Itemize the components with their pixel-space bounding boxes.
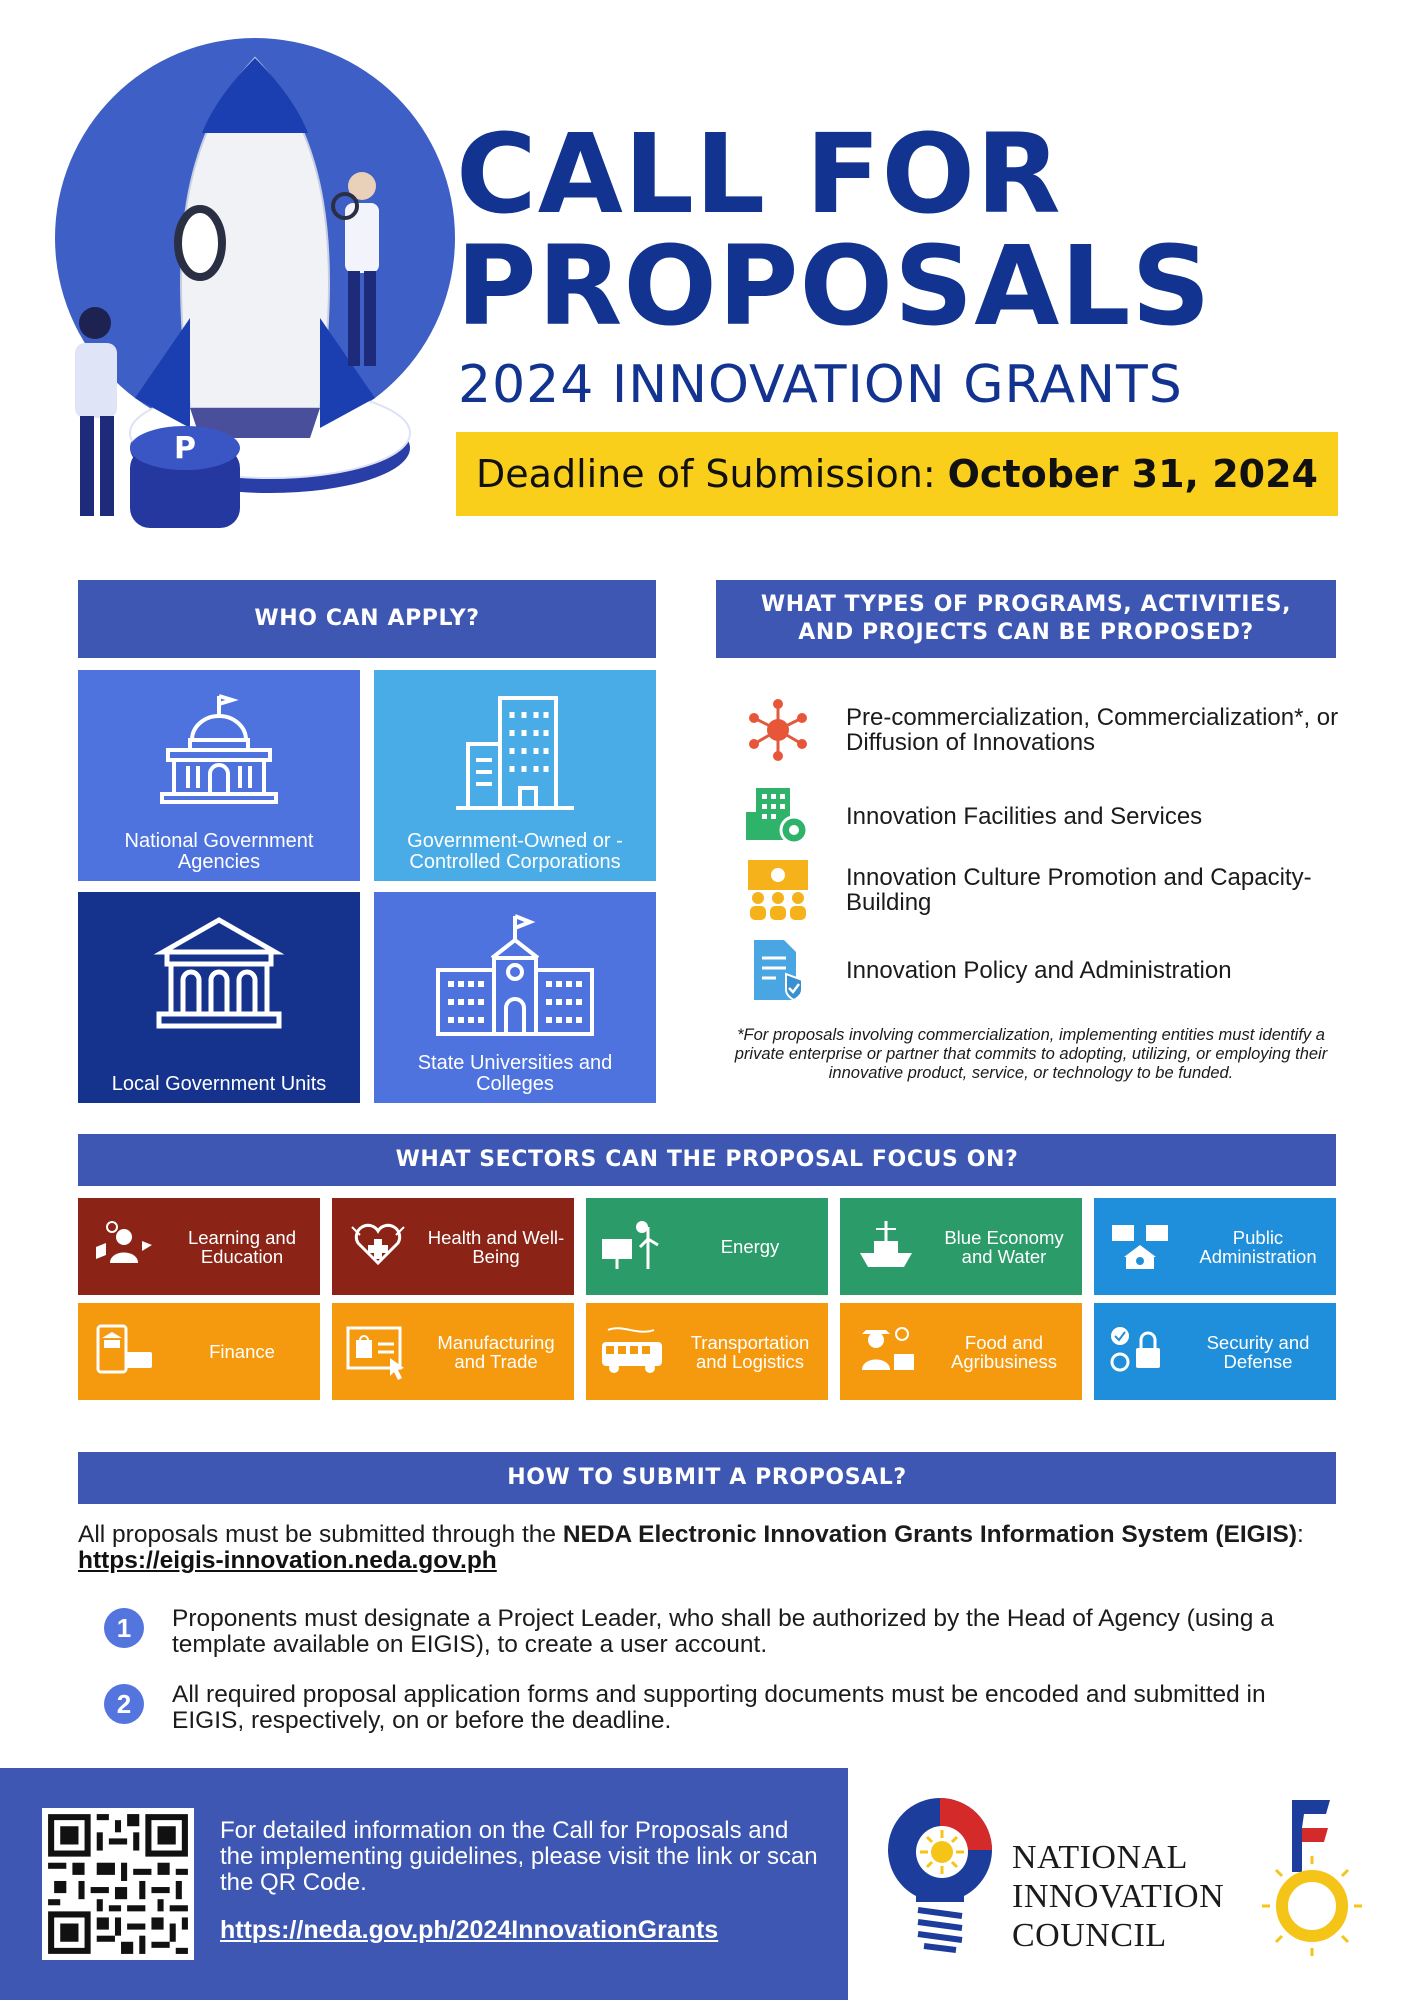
council-line-3: COUNCIL <box>1012 1917 1167 1954</box>
sector-tile <box>332 1198 574 1295</box>
tile-label: National Government Agencies <box>124 830 314 873</box>
education-icon <box>78 1198 170 1295</box>
facility-gear-icon <box>742 784 814 848</box>
sector-tile <box>78 1303 320 1400</box>
program-item-text: Pre-commercialization, Commercialization*, or Diffusion of Innovations <box>846 704 1339 756</box>
health-heart-icon <box>332 1198 424 1295</box>
sector-label: Transportation and Logistics <box>690 1331 810 1372</box>
program-item-text: Innovation Facilities and Services <box>846 802 1203 830</box>
people-board-icon <box>742 858 814 922</box>
tile-label: Government-Owned or -Controlled Corporations <box>407 830 623 873</box>
sector-label: Security and Defense <box>1206 1331 1310 1372</box>
rocket-illustration <box>40 28 470 548</box>
tile-local-government-units <box>78 892 360 1103</box>
shopping-icon <box>332 1303 424 1400</box>
public-admin-icon <box>1094 1198 1186 1295</box>
sector-tile <box>586 1198 828 1295</box>
neda-mark-logo <box>1246 1796 1376 1971</box>
sector-label: Public Administration <box>1199 1226 1317 1267</box>
sector-label: Finance <box>209 1341 275 1362</box>
university-icon <box>430 910 600 1045</box>
intro-colon: : <box>1297 1521 1304 1548</box>
program-item-culture <box>742 858 1362 922</box>
page-title <box>456 110 1356 350</box>
security-lock-icon <box>1094 1303 1186 1400</box>
finance-icon <box>78 1303 170 1400</box>
sector-label: Manufacturing and Trade <box>437 1331 555 1372</box>
deadline-label: Deadline of Submission: <box>476 452 936 496</box>
policy-document-icon <box>742 938 814 1002</box>
who-can-apply-heading: WHO CAN APPLY? <box>78 580 656 658</box>
council-line-2: INNOVATION <box>1012 1878 1225 1915</box>
council-line-1: NATIONAL <box>1012 1839 1188 1876</box>
step-text: Proponents must designate a Project Leader, who shall be authorized by the Head of Agency (using a template available on EIGIS), to create a user account. <box>172 1605 1274 1658</box>
deadline-banner <box>456 432 1338 516</box>
sector-tile <box>840 1303 1082 1400</box>
sector-label: Energy <box>720 1236 780 1257</box>
sector-tile <box>332 1303 574 1400</box>
sector-tile <box>78 1198 320 1295</box>
program-types-heading-line-1: WHAT TYPES OF PROGRAMS, ACTIVITIES, <box>760 592 1292 617</box>
program-types-heading <box>716 580 1336 658</box>
step-text: All required proposal application forms and supporting documents must be encoded and submitted in EIGIS, respectively, on or before the deadline. <box>172 1681 1266 1734</box>
bus-icon <box>586 1303 678 1400</box>
qr-code[interactable] <box>42 1808 194 1960</box>
guidelines-link[interactable]: https://neda.gov.ph/2024InnovationGrants <box>220 1916 719 1944</box>
title-line-1: CALL FOR <box>456 110 1062 238</box>
capitol-building-icon <box>154 688 284 808</box>
sector-label: Health and Well-Being <box>427 1226 565 1267</box>
sectors-heading: WHAT SECTORS CAN THE PROPOSAL FOCUS ON? <box>78 1134 1336 1186</box>
step-2 <box>104 1682 1344 1734</box>
solar-wind-icon <box>586 1198 678 1295</box>
sector-tile <box>1094 1198 1336 1295</box>
footer-text: For detailed information on the Call for Proposals and the implementing guidelines, please visit the link or scan the QR Code. <box>220 1817 818 1896</box>
eigis-link[interactable]: https://eigis-innovation.neda.gov.ph <box>78 1547 497 1574</box>
farmer-icon <box>840 1303 932 1400</box>
subtitle: 2024 INNOVATION GRANTS <box>458 355 1183 415</box>
sector-tile <box>586 1303 828 1400</box>
tile-state-universities <box>374 892 656 1103</box>
how-to-submit-heading: HOW TO SUBMIT A PROPOSAL? <box>78 1452 1336 1504</box>
eigis-name: NEDA Electronic Innovation Grants Information System (EIGIS) <box>562 1521 1298 1548</box>
sector-label: Blue Economy and Water <box>944 1226 1064 1267</box>
sector-label: Food and Agribusiness <box>951 1331 1057 1372</box>
office-tower-icon <box>450 688 580 818</box>
tile-label: Local Government Units <box>111 1073 327 1095</box>
program-item-policy <box>742 938 1362 1002</box>
council-name <box>1012 1838 1224 1955</box>
network-hub-icon <box>742 698 814 762</box>
step-number: 1 <box>104 1608 144 1648</box>
tile-national-government-agencies <box>78 670 360 881</box>
program-item-text: Innovation Culture Promotion and Capacity-Building <box>846 864 1312 916</box>
program-item-facilities <box>742 784 1362 848</box>
commercialization-footnote: *For proposals involving commercialization, implementing entities must identify a private enterprise or partner that commits to adopting, utilizing, or employing their innovative product, service, or technology to be funded. <box>734 1026 1328 1082</box>
step-number: 2 <box>104 1684 144 1724</box>
program-item-commercialization <box>742 698 1362 762</box>
municipal-hall-icon <box>149 910 289 1040</box>
sector-tile <box>840 1198 1082 1295</box>
sector-label: Learning and Education <box>187 1226 296 1267</box>
step-1 <box>104 1606 1344 1658</box>
intro-text: All proposals must be submitted through the <box>78 1521 563 1548</box>
title-line-2: PROPOSALS <box>456 222 1212 350</box>
deadline-date: October 31, 2024 <box>947 452 1318 496</box>
nic-bulb-logo <box>880 1790 1000 1960</box>
svg-text:P: P <box>174 431 196 466</box>
program-types-heading-line-2: AND PROJECTS CAN BE PROPOSED? <box>798 620 1254 645</box>
sector-tile <box>1094 1303 1336 1400</box>
tile-label: State Universities and Colleges <box>417 1052 613 1095</box>
submission-intro <box>78 1522 1348 1574</box>
footer-panel <box>0 1768 848 2000</box>
tile-goccs <box>374 670 656 881</box>
ship-icon <box>840 1198 932 1295</box>
program-item-text: Innovation Policy and Administration <box>846 956 1232 984</box>
